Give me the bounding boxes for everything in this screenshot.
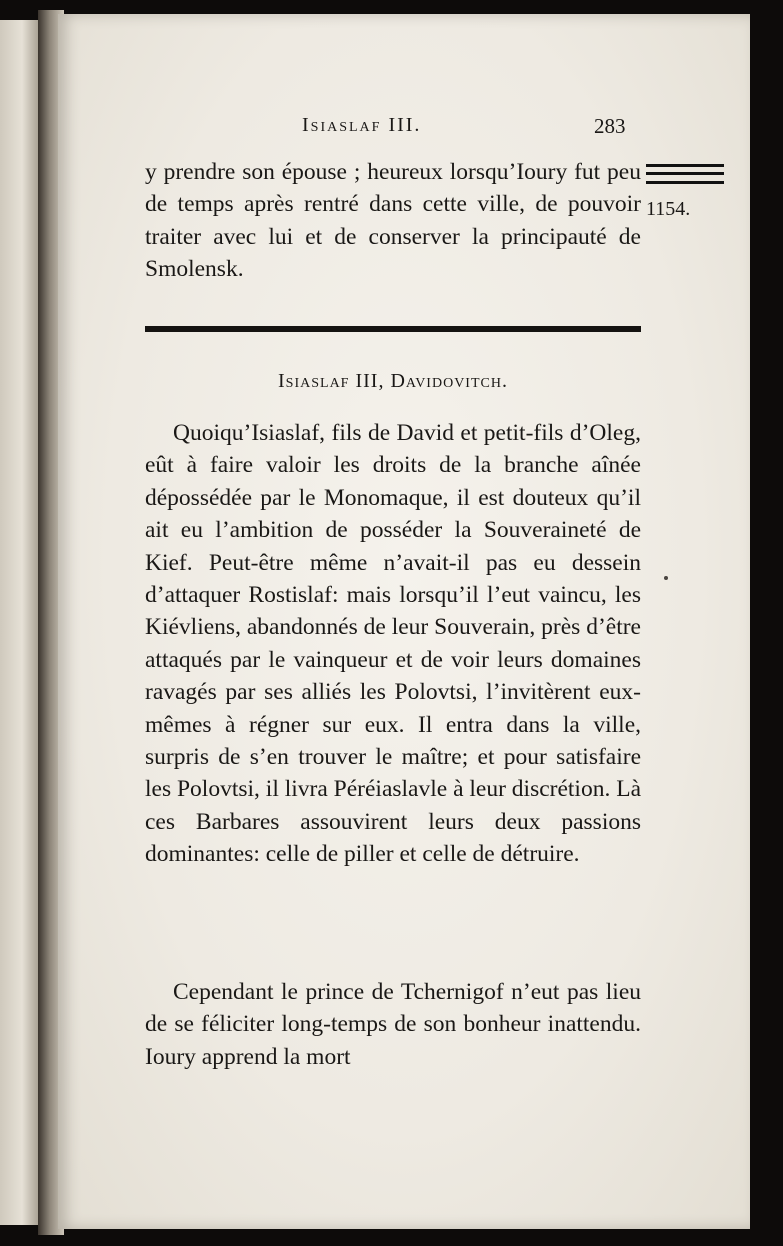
- margin-rule: [646, 172, 724, 175]
- page-number: 283: [594, 114, 626, 138]
- book-page: [58, 14, 750, 1229]
- section-title: Isiaslaf III, Davidovitch.: [278, 370, 508, 392]
- running-head: [58, 114, 750, 144]
- facing-page-edge: [0, 20, 40, 1225]
- body-paragraph-1: Quoiqu’Isiaslaf, fils de David et petit-fils d’Oleg, eût à faire valoir les droits de la branche aînée dépossédée par le Monomaque, il est douteux qu’il ait eu l’ambition de posséder la Souveraineté de Kief. Peut-être même n’avait-il pas eu dessein d’attaquer Rostislaf: mais lorsqu’il l’eut vaincu, les Kiévliens, abandonnés de leur Souverain, près d’être attaqués par le vainqueur et de voir leurs domaines ravagés par ses alliés les Polovtsi, l’invitèrent eux-mêmes à régner sur eux. Il entra dans la ville, surpris de s’en trouver le maître; et pour satisfaire les Polovtsi, il livra Péréiaslavle à leur discrétion. Là ces Barbares assouvirent leurs deux passions dominantes: celle de piller et celle de détruire.: [145, 420, 641, 868]
- body-paragraph-2: Cependant le prince de Tchernigof n’eut pas lieu de se féliciter long-temps de son bonheur inattendu. Ioury apprend la mort: [145, 979, 641, 1070]
- margin-rule: [646, 181, 724, 184]
- continuation-paragraph: y prendre son épouse ; heureux lorsqu’Ioury fut peu de temps après rentré dans cette ville, de pouvoir traiter avec lui et de conserver la principauté de Smolensk.: [145, 159, 641, 283]
- margin-rule: [646, 164, 724, 167]
- ink-speck: [664, 576, 668, 580]
- running-head-title: Isiaslaf III.: [302, 114, 422, 136]
- margin-year-note: 1154.: [646, 198, 691, 220]
- section-divider: [145, 326, 641, 332]
